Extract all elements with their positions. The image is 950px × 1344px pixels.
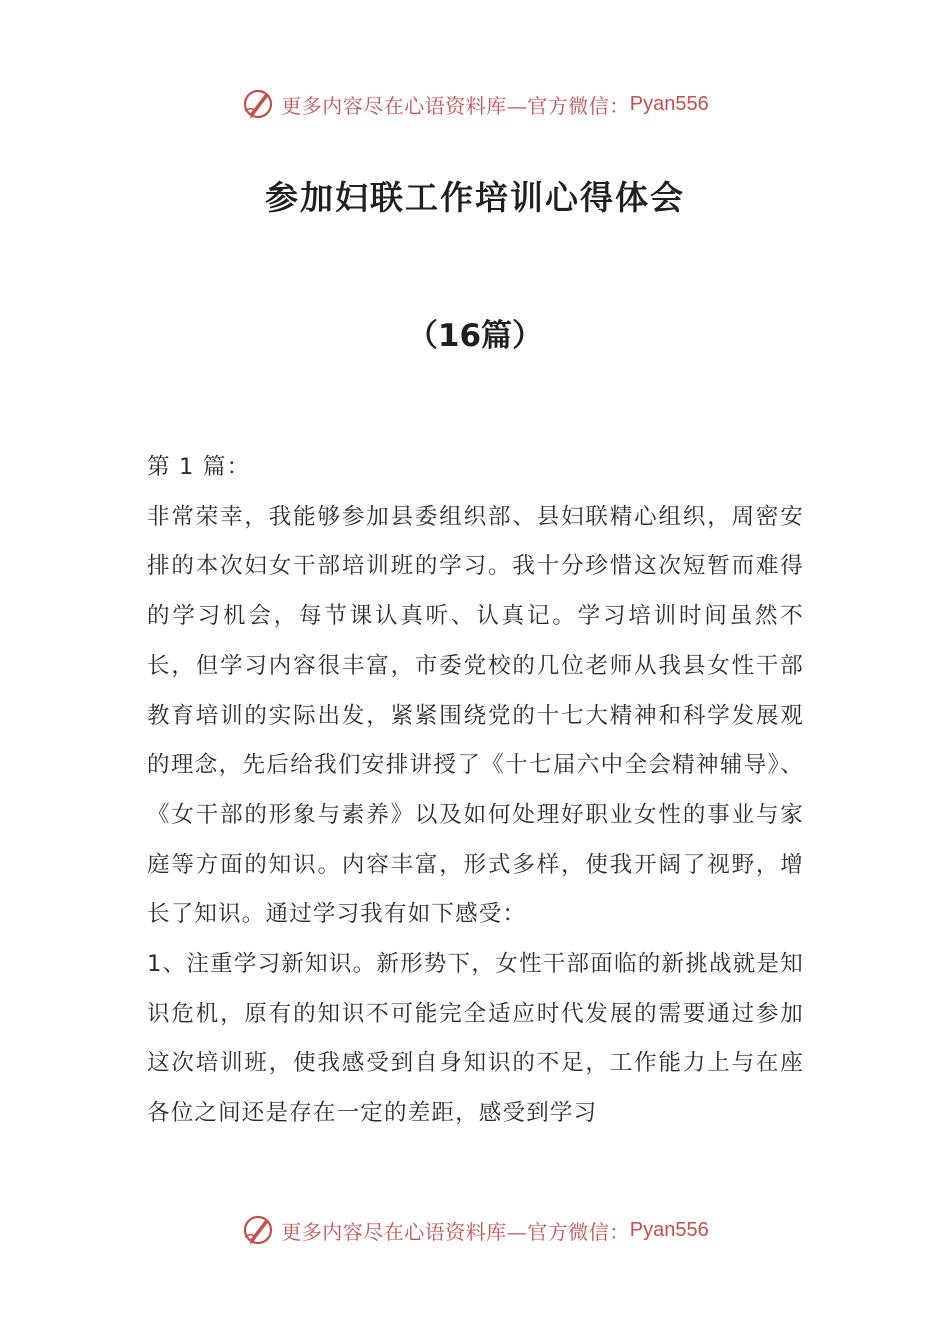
body-paragraph-2: 1、注重学习新知识。新形势下，女性干部面临的新挑战就是知识危机，原有的知识不可能完全适应时代发展的需要通过参加这次培训班，使我感受到自身知识的不足，工作能力上与在座各位之间还是存在一定的差距，感受到学习 <box>147 951 804 1127</box>
document-title: 参加妇联工作培训心得体会 <box>265 178 685 217</box>
body-paragraph-1: 非常荣幸，我能够参加县委组织部、县妇联精心组织，周密安排的本次妇女干部培训班的学习。我十分珍惜这次短暂而难得的学习机会，每节课认真听、认真记。学习培训时间虽然不长，但学习内容很丰富，市委党校的几位老师从我县女性干部教育培训的实际出发，紧紧围绕党的十七大精神和科学发展观的理念，先后给我们安排讲授了《十七届六中全会精神辅导》、《女干部的形象与素养》以及如何处理好职业女性的事业与家庭等方面的知识。内容丰富，形式多样，使我开阔了视野，增长了知识。通过学习我有如下感受： <box>147 503 804 928</box>
document-body <box>147 443 804 1139</box>
footer-banner-text: 更多内容尽在心语资料库—官方微信： <box>281 1219 630 1244</box>
header-banner <box>0 82 950 126</box>
footer-banner <box>0 1208 950 1252</box>
section-label: 第 1 篇： <box>147 454 251 480</box>
document-subtitle: （16篇） <box>406 318 544 354</box>
header-banner-text: 更多内容尽在心语资料库—官方微信： <box>281 93 630 118</box>
quill-pen-logo-icon <box>241 87 275 121</box>
quill-pen-logo-icon <box>241 1213 275 1247</box>
header-wechat-id: Pyan556 <box>629 92 709 115</box>
footer-wechat-id: Pyan556 <box>629 1218 709 1241</box>
